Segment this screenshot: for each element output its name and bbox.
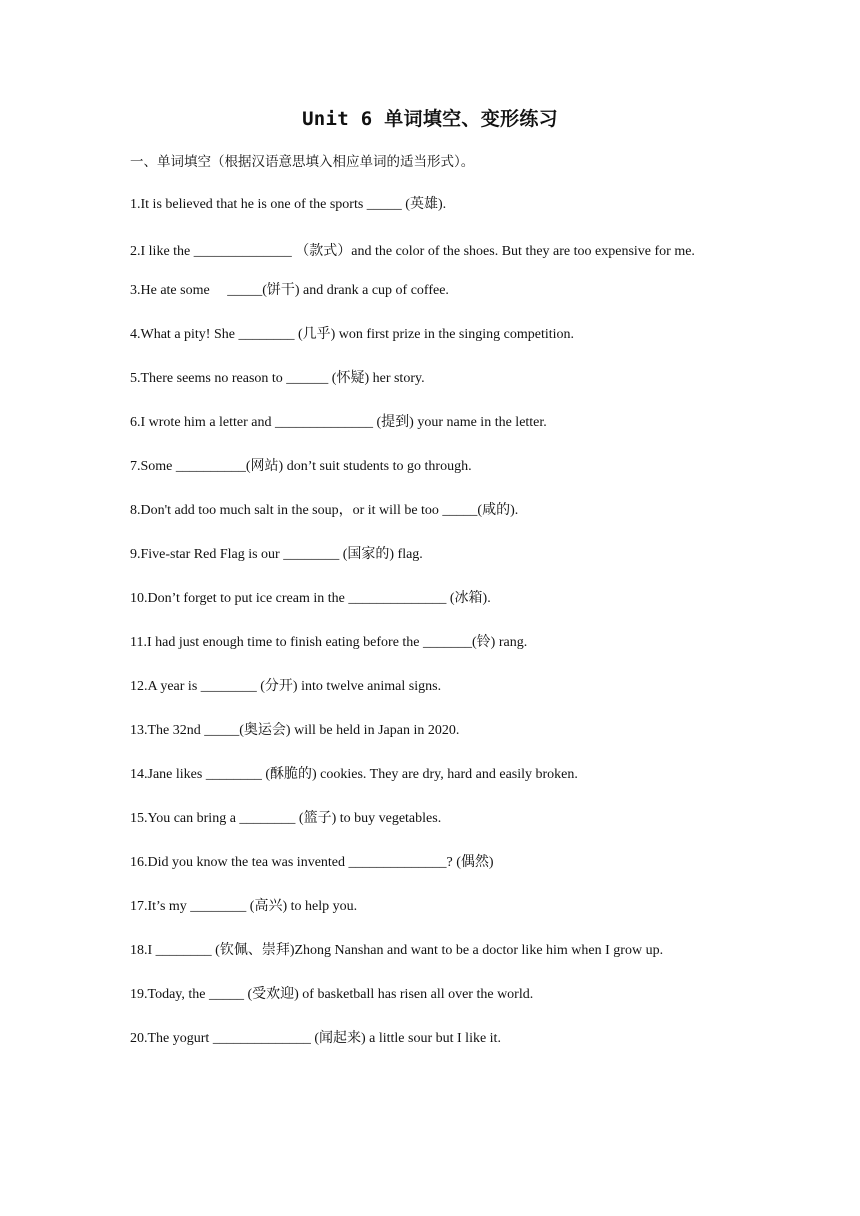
question-item: 6.I wrote him a letter and ______________ (提到) your name in the letter. bbox=[130, 415, 547, 430]
question-item: 15.You can bring a ________ (篮子) to buy vegetables. bbox=[130, 811, 442, 826]
question-item: 18.I ________ (钦佩、崇拜)Zhong Nanshan and want to be a doctor like him when I grow up. bbox=[130, 943, 664, 958]
page-title: Unit 6 单词填空、变形练习 bbox=[302, 108, 558, 130]
question-item: 4.What a pity! She ________ (几乎) won first prize in the singing competition. bbox=[130, 327, 575, 342]
question-item: 9.Five-star Red Flag is our ________ (国家的) flag. bbox=[130, 547, 423, 562]
question-item: 10.Don’t forget to put ice cream in the ______________ (冰箱). bbox=[130, 591, 491, 606]
question-item: 8.Don't add too much salt in the soup，or it will be too _____(咸的). bbox=[130, 503, 519, 518]
question-item: 20.The yogurt ______________ (闻起来) a little sour but I like it. bbox=[130, 1031, 501, 1046]
question-item: 12.A year is ________ (分开) into twelve animal signs. bbox=[130, 679, 442, 694]
question-item: 19.Today, the _____ (受欢迎) of basketball has risen all over the world. bbox=[130, 987, 534, 1002]
question-list bbox=[130, 194, 730, 1072]
question-item: 7.Some __________(网站) don’t suit students to go through. bbox=[130, 459, 472, 474]
question-item: 11.I had just enough time to finish eating before the _______(铃) rang. bbox=[130, 635, 528, 650]
question-item: 14.Jane likes ________ (酥脆的) cookies. They are dry, hard and easily broken. bbox=[130, 767, 578, 782]
question-item: 1.It is believed that he is one of the sports _____ (英雄). bbox=[130, 197, 447, 212]
section-heading: 一、单词填空（根据汉语意思填入相应单词的适当形式）。 bbox=[130, 154, 475, 170]
question-item: 5.There seems no reason to ______ (怀疑) her story. bbox=[130, 371, 425, 386]
question-item: 3.He ate some _____(饼干) and drank a cup of coffee. bbox=[130, 283, 449, 298]
question-item: 13.The 32nd _____(奥运会) will be held in Japan in 2020. bbox=[130, 723, 460, 738]
question-item: 16.Did you know the tea was invented ______________? (偶然) bbox=[130, 855, 494, 870]
question-item: 2.I like the ______________ （款式）and the color of the shoes. But they are too expensive for me. bbox=[130, 244, 695, 259]
question-item: 17.It’s my ________ (高兴) to help you. bbox=[130, 899, 358, 914]
